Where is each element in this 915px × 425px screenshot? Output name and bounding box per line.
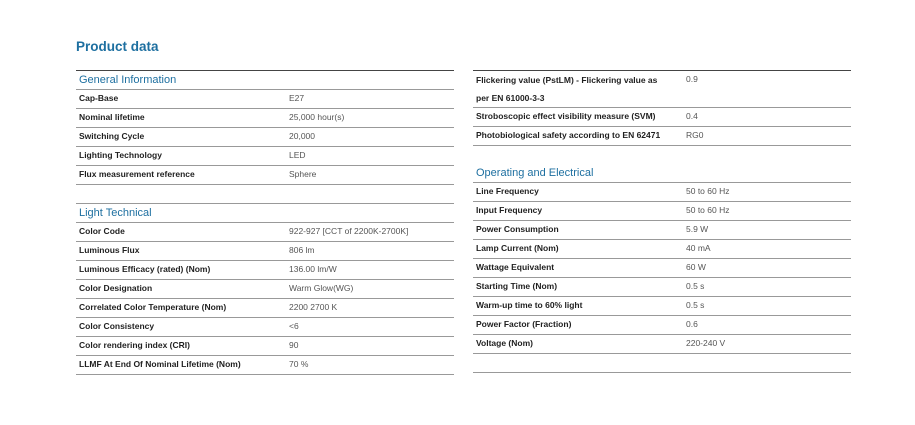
row-value: 0.5 s bbox=[686, 300, 705, 310]
row-label bbox=[473, 71, 686, 107]
row-label: Starting Time (Nom) bbox=[476, 281, 558, 291]
row-value: Warm Glow(WG) bbox=[289, 283, 354, 293]
table-row bbox=[473, 335, 851, 354]
table-row bbox=[76, 223, 454, 242]
table-row bbox=[76, 261, 454, 280]
table-row bbox=[473, 221, 851, 240]
table-row bbox=[473, 316, 851, 335]
table-row bbox=[473, 240, 851, 259]
section-title-general: General Information bbox=[76, 70, 454, 90]
row-label: Power Factor (Fraction) bbox=[476, 319, 572, 329]
row-label: Warm-up time to 60% light bbox=[476, 300, 583, 310]
row-label: Lamp Current (Nom) bbox=[476, 243, 559, 253]
table-row bbox=[76, 242, 454, 261]
row-label: Color Code bbox=[79, 226, 125, 236]
row-value: LED bbox=[289, 150, 306, 160]
table-row bbox=[76, 128, 454, 147]
row-label: Switching Cycle bbox=[79, 131, 145, 141]
row-value: 50 to 60 Hz bbox=[686, 205, 730, 215]
row-value: 5.9 W bbox=[686, 224, 709, 234]
row-label: Stroboscopic effect visibility measure (SVM) bbox=[476, 111, 656, 121]
row-value: 20,000 bbox=[289, 131, 315, 141]
table-row bbox=[473, 297, 851, 316]
right-column bbox=[473, 70, 851, 373]
row-label: Line Frequency bbox=[476, 186, 539, 196]
table-row bbox=[76, 337, 454, 356]
table-spacer bbox=[76, 185, 454, 204]
row-value: 60 W bbox=[686, 262, 706, 272]
table-spacer bbox=[473, 354, 851, 373]
row-label: Color rendering index (CRI) bbox=[79, 340, 190, 350]
table-row bbox=[473, 108, 851, 127]
section-title-light: Light Technical bbox=[76, 204, 454, 223]
row-value: 806 lm bbox=[289, 245, 315, 255]
table-row bbox=[473, 202, 851, 221]
row-value: <6 bbox=[289, 321, 299, 331]
table-row bbox=[473, 127, 851, 146]
row-label: Color Designation bbox=[79, 283, 153, 293]
row-value: 90 bbox=[289, 340, 299, 350]
row-value: 922-927 [CCT of 2200K-2700K] bbox=[289, 226, 409, 236]
row-label: Wattage Equivalent bbox=[476, 262, 555, 272]
row-label: Input Frequency bbox=[476, 205, 543, 215]
row-value: 0.4 bbox=[686, 111, 698, 121]
section-title-electrical: Operating and Electrical bbox=[473, 164, 851, 183]
table-row bbox=[76, 299, 454, 318]
table-row bbox=[76, 166, 454, 185]
row-value: 40 mA bbox=[686, 243, 711, 253]
table-row bbox=[76, 147, 454, 166]
row-label-line: Flickering value (PstLM) - Flickering value as bbox=[476, 75, 658, 85]
page-title: Product data bbox=[76, 39, 159, 54]
row-label: Power Consumption bbox=[476, 224, 559, 234]
row-label: Voltage (Nom) bbox=[476, 338, 533, 348]
row-value: 70 % bbox=[289, 359, 309, 369]
left-column bbox=[76, 70, 454, 375]
row-value: 50 to 60 Hz bbox=[686, 186, 730, 196]
row-value: 2200 2700 K bbox=[289, 302, 338, 312]
row-value: 0.5 s bbox=[686, 281, 705, 291]
table-row bbox=[473, 278, 851, 297]
table-row bbox=[76, 90, 454, 109]
row-label-line: per EN 61000-3-3 bbox=[476, 93, 545, 103]
row-value: Sphere bbox=[289, 169, 317, 179]
row-value: 136.00 lm/W bbox=[289, 264, 337, 274]
row-label: Luminous Flux bbox=[79, 245, 140, 255]
table-row bbox=[473, 183, 851, 202]
row-label: Cap-Base bbox=[79, 93, 119, 103]
table-row bbox=[76, 109, 454, 128]
row-label: Correlated Color Temperature (Nom) bbox=[79, 302, 227, 312]
table-row bbox=[76, 280, 454, 299]
row-label: Luminous Efficacy (rated) (Nom) bbox=[79, 264, 211, 274]
table-gap bbox=[473, 146, 851, 164]
row-value: RG0 bbox=[686, 130, 704, 140]
row-value: 0.6 bbox=[686, 319, 698, 329]
row-label: Color Consistency bbox=[79, 321, 155, 331]
row-label: Flux measurement reference bbox=[79, 169, 195, 179]
row-label: Photobiological safety according to EN 62471 bbox=[476, 130, 661, 140]
row-value: 220-240 V bbox=[686, 338, 726, 348]
row-value: 25,000 hour(s) bbox=[289, 112, 345, 122]
row-label: Nominal lifetime bbox=[79, 112, 145, 122]
table-row bbox=[473, 259, 851, 278]
row-label: Lighting Technology bbox=[79, 150, 162, 160]
table-row bbox=[76, 356, 454, 375]
row-value: 0.9 bbox=[686, 74, 698, 84]
table-row bbox=[76, 318, 454, 337]
table-row bbox=[473, 70, 851, 108]
row-label: LLMF At End Of Nominal Lifetime (Nom) bbox=[79, 359, 241, 369]
row-value: E27 bbox=[289, 93, 305, 103]
